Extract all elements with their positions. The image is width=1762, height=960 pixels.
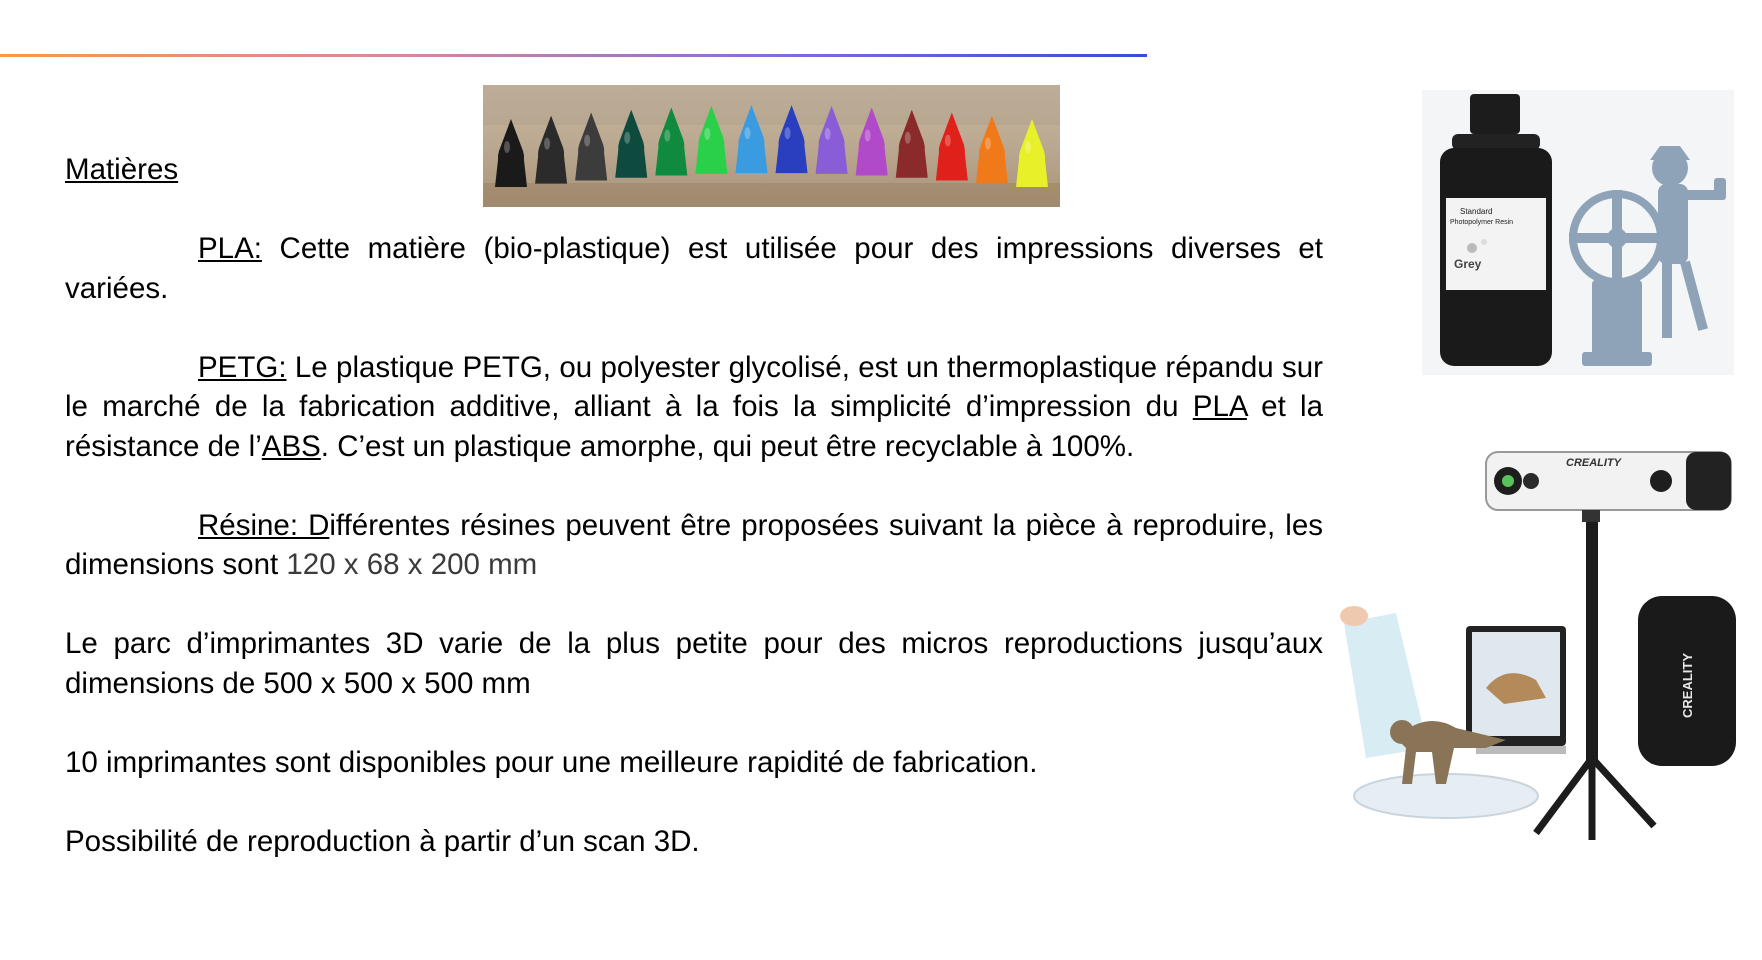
- section-heading: Matières: [65, 153, 179, 186]
- document-body: [65, 150, 1323, 861]
- paragraph-resine: Résine: Différentes résines peuvent être proposées suivant la pièce à reproduire, les dimensions sont 120 x 68 x 200 mm: [65, 508, 1323, 581]
- scanner-brand: CREALITY: [1566, 457, 1621, 469]
- bottle-color-label: Grey: [1454, 257, 1482, 271]
- abs-link[interactable]: ABS: [261, 429, 321, 463]
- bottle-label-line-2: Photopolymer Resin: [1450, 219, 1514, 226]
- bottle-label-line-1: Standard: [1460, 207, 1493, 216]
- resin-bottle-photo: [1422, 90, 1734, 375]
- pla-label: PLA:: [198, 232, 262, 265]
- paragraph-pla: PLA: Cette matière (bio-plastique) est utilisée pour des impressions diverses et variées.: [65, 232, 1323, 305]
- 3d-scanner-photo: [1336, 448, 1744, 843]
- petg-label: PETG:: [198, 350, 287, 384]
- paragraph-parc: Le parc d’imprimantes 3D varie de la plus petite pour des micros reproductions jusqu’aux dimensions de 500 x 500 x 500 mm: [65, 627, 1323, 700]
- 3d-scanner-graphic: [1336, 448, 1744, 843]
- resine-dimensions: 120 x 68 x 200 mm: [286, 548, 538, 581]
- resine-label: Résine: D: [198, 508, 330, 542]
- pla-link[interactable]: PLA: [1192, 390, 1247, 423]
- case-brand: CREALITY: [1680, 653, 1695, 718]
- resin-bottle-graphic: [1422, 90, 1734, 375]
- paragraph-petg: PETG: Le plastique PETG, ou polyester glycolisé, est un thermoplastique répandu sur le marché de la fabrication additive, alliant à la fois la simplicité d’impression du PLA et la résistance de l’ABS. C’est un plastique amorphe, qui peut être recyclable à 100%.: [65, 350, 1323, 463]
- header-rule: [0, 54, 1147, 57]
- paragraph-scan: Possibilité de reproduction à partir d’un scan 3D.: [65, 824, 700, 858]
- paragraph-count: 10 imprimantes sont disponibles pour une meilleure rapidité de fabrication.: [65, 745, 1038, 779]
